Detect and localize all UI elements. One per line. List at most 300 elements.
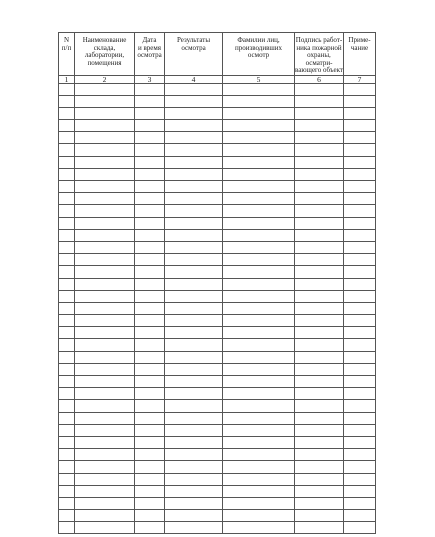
table-cell — [165, 83, 223, 95]
table-cell — [59, 315, 75, 327]
table-cell — [295, 144, 344, 156]
table-cell — [295, 436, 344, 448]
table-cell — [165, 217, 223, 229]
table-cell — [135, 522, 165, 534]
table-cell — [223, 485, 295, 497]
table-cell — [295, 449, 344, 461]
table-cell — [75, 229, 135, 241]
table-cell — [344, 510, 376, 522]
table-cell — [223, 205, 295, 217]
inspection-log-table — [58, 32, 376, 534]
table-cell — [165, 181, 223, 193]
table-row — [59, 144, 376, 156]
table-cell — [165, 400, 223, 412]
table-row — [59, 266, 376, 278]
table-cell — [295, 107, 344, 119]
table-cell — [295, 266, 344, 278]
table-cell — [135, 168, 165, 180]
table-cell — [344, 363, 376, 375]
table-cell — [165, 412, 223, 424]
table-cell — [59, 522, 75, 534]
table-cell — [75, 205, 135, 217]
table-cell — [344, 107, 376, 119]
table-cell — [59, 388, 75, 400]
table-cell — [75, 400, 135, 412]
table-cell — [59, 181, 75, 193]
table-cell — [59, 376, 75, 388]
table-row — [59, 363, 376, 375]
table-cell — [344, 485, 376, 497]
table-cell — [59, 193, 75, 205]
table-cell — [223, 95, 295, 107]
table-cell — [135, 461, 165, 473]
table-cell — [165, 473, 223, 485]
table-cell — [344, 436, 376, 448]
table-cell — [223, 144, 295, 156]
table-cell — [135, 254, 165, 266]
table-row — [59, 449, 376, 461]
table-row — [59, 485, 376, 497]
table-cell — [165, 449, 223, 461]
table-cell — [165, 436, 223, 448]
table-cell — [165, 461, 223, 473]
table-cell — [223, 327, 295, 339]
table-cell — [75, 436, 135, 448]
table-cell — [295, 351, 344, 363]
table-cell — [59, 485, 75, 497]
table-cell — [344, 229, 376, 241]
table-cell — [223, 193, 295, 205]
table-cell — [59, 217, 75, 229]
table-cell — [165, 485, 223, 497]
table-cell — [165, 522, 223, 534]
table-cell — [223, 363, 295, 375]
table-cell — [135, 132, 165, 144]
table-cell — [344, 241, 376, 253]
table-cell — [135, 436, 165, 448]
table-cell — [344, 266, 376, 278]
table-cell — [344, 412, 376, 424]
table-cell — [344, 351, 376, 363]
table-cell — [223, 449, 295, 461]
table-cell — [344, 278, 376, 290]
table-cell — [59, 363, 75, 375]
table-cell — [75, 144, 135, 156]
table-cell — [344, 449, 376, 461]
table-row — [59, 400, 376, 412]
table-row — [59, 95, 376, 107]
table-cell — [165, 229, 223, 241]
table-row — [59, 193, 376, 205]
table-row — [59, 424, 376, 436]
col-header-results: Результаты осмотра — [165, 33, 223, 76]
table-cell — [344, 193, 376, 205]
table-cell — [344, 156, 376, 168]
table-cell — [344, 461, 376, 473]
table-row — [59, 461, 376, 473]
table-cell — [165, 278, 223, 290]
table-cell — [223, 241, 295, 253]
table-cell — [75, 95, 135, 107]
table-cell — [135, 241, 165, 253]
table-cell — [59, 302, 75, 314]
table-cell — [135, 290, 165, 302]
table-cell — [59, 351, 75, 363]
table-cell — [223, 107, 295, 119]
table-cell — [223, 497, 295, 509]
table-cell — [223, 181, 295, 193]
table-cell — [344, 315, 376, 327]
table-row — [59, 302, 376, 314]
table-cell — [344, 254, 376, 266]
table-cell — [223, 254, 295, 266]
table-cell — [59, 266, 75, 278]
col-number: 3 — [135, 75, 165, 83]
table-row — [59, 315, 376, 327]
table-cell — [135, 315, 165, 327]
table-cell — [223, 315, 295, 327]
table-cell — [344, 327, 376, 339]
table-cell — [295, 168, 344, 180]
table-row — [59, 217, 376, 229]
table-cell — [59, 229, 75, 241]
table-cell — [75, 120, 135, 132]
table-cell — [135, 266, 165, 278]
table-row — [59, 497, 376, 509]
table-cell — [295, 205, 344, 217]
table-cell — [59, 461, 75, 473]
table-cell — [344, 168, 376, 180]
table-cell — [344, 376, 376, 388]
col-number: 6 — [295, 75, 344, 83]
table-cell — [135, 156, 165, 168]
table-cell — [75, 302, 135, 314]
table-cell — [165, 376, 223, 388]
table-cell — [135, 205, 165, 217]
table-row — [59, 83, 376, 95]
table-cell — [59, 339, 75, 351]
table-cell — [75, 327, 135, 339]
table-cell — [75, 363, 135, 375]
table-cell — [223, 424, 295, 436]
table-cell — [75, 254, 135, 266]
table-cell — [295, 473, 344, 485]
table-row — [59, 510, 376, 522]
table-cell — [59, 436, 75, 448]
table-cell — [295, 278, 344, 290]
table-cell — [135, 497, 165, 509]
table-cell — [75, 168, 135, 180]
table-cell — [165, 363, 223, 375]
table-cell — [59, 144, 75, 156]
table-cell — [135, 302, 165, 314]
table-cell — [223, 473, 295, 485]
table-cell — [59, 497, 75, 509]
table-cell — [135, 388, 165, 400]
table-cell — [295, 156, 344, 168]
blank-rows — [59, 83, 376, 534]
table-cell — [223, 278, 295, 290]
table-cell — [59, 510, 75, 522]
table-cell — [223, 132, 295, 144]
table-cell — [135, 351, 165, 363]
table-cell — [165, 339, 223, 351]
table-cell — [295, 339, 344, 351]
table-cell — [165, 120, 223, 132]
table-cell — [59, 120, 75, 132]
table-cell — [165, 95, 223, 107]
table-cell — [59, 449, 75, 461]
col-number: 7 — [344, 75, 376, 83]
table-cell — [344, 522, 376, 534]
table-cell — [135, 449, 165, 461]
table-cell — [165, 290, 223, 302]
table-cell — [75, 461, 135, 473]
table-cell — [75, 132, 135, 144]
table-cell — [75, 473, 135, 485]
table-cell — [295, 485, 344, 497]
table-cell — [295, 327, 344, 339]
table-cell — [165, 497, 223, 509]
table-cell — [135, 510, 165, 522]
table-cell — [75, 412, 135, 424]
table-cell — [75, 278, 135, 290]
table-cell — [135, 95, 165, 107]
table-cell — [295, 181, 344, 193]
table-cell — [223, 412, 295, 424]
table-cell — [59, 95, 75, 107]
table-cell — [223, 461, 295, 473]
col-number: 4 — [165, 75, 223, 83]
table-cell — [59, 168, 75, 180]
table-cell — [165, 266, 223, 278]
table-cell — [75, 241, 135, 253]
table-cell — [75, 510, 135, 522]
table-cell — [59, 241, 75, 253]
table-row — [59, 376, 376, 388]
table-row — [59, 107, 376, 119]
table-cell — [165, 327, 223, 339]
table-cell — [344, 388, 376, 400]
table-cell — [344, 205, 376, 217]
table-cell — [135, 473, 165, 485]
table-cell — [295, 363, 344, 375]
table-cell — [295, 497, 344, 509]
table-row — [59, 473, 376, 485]
column-number-row — [59, 75, 376, 83]
table-row — [59, 412, 376, 424]
table-cell — [75, 83, 135, 95]
table-cell — [135, 376, 165, 388]
table-cell — [75, 449, 135, 461]
table-cell — [75, 376, 135, 388]
table-cell — [75, 351, 135, 363]
table-cell — [75, 388, 135, 400]
table-row — [59, 327, 376, 339]
table-cell — [135, 120, 165, 132]
table-row — [59, 120, 376, 132]
table-cell — [59, 424, 75, 436]
table-cell — [135, 412, 165, 424]
table-cell — [223, 156, 295, 168]
table-cell — [135, 400, 165, 412]
table-row — [59, 241, 376, 253]
table-cell — [165, 424, 223, 436]
table-cell — [75, 107, 135, 119]
table-cell — [344, 120, 376, 132]
table-cell — [165, 107, 223, 119]
table-cell — [59, 278, 75, 290]
table-cell — [75, 217, 135, 229]
table-cell — [135, 363, 165, 375]
col-header-note: Приме- чание — [344, 33, 376, 76]
table-cell — [295, 376, 344, 388]
table-cell — [75, 156, 135, 168]
table-cell — [295, 132, 344, 144]
table-cell — [344, 290, 376, 302]
table-cell — [295, 193, 344, 205]
table-cell — [135, 144, 165, 156]
table-cell — [344, 473, 376, 485]
table-row — [59, 278, 376, 290]
col-header-datetime: Дата и время осмотра — [135, 33, 165, 76]
table-cell — [295, 388, 344, 400]
header-row — [59, 33, 376, 76]
table-cell — [135, 339, 165, 351]
table-row — [59, 254, 376, 266]
table-cell — [165, 205, 223, 217]
table-cell — [59, 156, 75, 168]
table-cell — [344, 144, 376, 156]
table-cell — [135, 424, 165, 436]
table-cell — [295, 522, 344, 534]
table-cell — [344, 217, 376, 229]
col-number: 1 — [59, 75, 75, 83]
table-cell — [344, 400, 376, 412]
table-cell — [223, 290, 295, 302]
table-cell — [223, 522, 295, 534]
table-cell — [59, 205, 75, 217]
table-cell — [295, 290, 344, 302]
table-row — [59, 388, 376, 400]
table-cell — [344, 83, 376, 95]
table-cell — [223, 83, 295, 95]
table-cell — [59, 400, 75, 412]
table-row — [59, 436, 376, 448]
col-header-number: N п/п — [59, 33, 75, 76]
table-row — [59, 351, 376, 363]
table-cell — [165, 168, 223, 180]
table-cell — [75, 522, 135, 534]
table-cell — [59, 107, 75, 119]
table-cell — [344, 339, 376, 351]
table-cell — [59, 327, 75, 339]
table-cell — [135, 181, 165, 193]
col-header-signature: Подпись работ- ника пожарной охраны, осматри- вающего объект — [295, 33, 344, 76]
table-cell — [295, 95, 344, 107]
table-cell — [165, 351, 223, 363]
table-cell — [223, 376, 295, 388]
table-cell — [165, 156, 223, 168]
table-cell — [165, 510, 223, 522]
table-cell — [295, 120, 344, 132]
table-cell — [223, 120, 295, 132]
table-cell — [75, 266, 135, 278]
table-row — [59, 229, 376, 241]
table-cell — [295, 83, 344, 95]
table-cell — [295, 400, 344, 412]
table-row — [59, 181, 376, 193]
table-cell — [59, 254, 75, 266]
table-row — [59, 156, 376, 168]
table-cell — [135, 278, 165, 290]
col-number: 2 — [75, 75, 135, 83]
table-cell — [295, 510, 344, 522]
table-cell — [165, 241, 223, 253]
table-cell — [165, 144, 223, 156]
col-header-location: Наименование склада, лаборатории, помещения — [75, 33, 135, 76]
col-header-inspectors: Фамилии лиц, производивших осмотр — [223, 33, 295, 76]
table-cell — [75, 485, 135, 497]
table-cell — [135, 107, 165, 119]
table-cell — [75, 339, 135, 351]
table-cell — [59, 83, 75, 95]
table-cell — [223, 436, 295, 448]
table-row — [59, 168, 376, 180]
table-cell — [344, 132, 376, 144]
table-cell — [344, 302, 376, 314]
table-cell — [59, 290, 75, 302]
table-cell — [165, 254, 223, 266]
table-cell — [135, 217, 165, 229]
table-cell — [135, 229, 165, 241]
table-row — [59, 522, 376, 534]
table-cell — [59, 473, 75, 485]
table-cell — [165, 302, 223, 314]
table-cell — [344, 424, 376, 436]
table-cell — [75, 193, 135, 205]
table-cell — [135, 485, 165, 497]
table-cell — [135, 83, 165, 95]
table-cell — [223, 266, 295, 278]
table-cell — [75, 290, 135, 302]
table-cell — [295, 461, 344, 473]
table-cell — [59, 132, 75, 144]
table-cell — [165, 388, 223, 400]
table-cell — [223, 351, 295, 363]
table-cell — [165, 315, 223, 327]
table-cell — [295, 424, 344, 436]
table-row — [59, 339, 376, 351]
table-cell — [344, 497, 376, 509]
table-cell — [75, 315, 135, 327]
table-cell — [223, 168, 295, 180]
table-cell — [295, 241, 344, 253]
col-number: 5 — [223, 75, 295, 83]
table-cell — [75, 497, 135, 509]
table-cell — [165, 193, 223, 205]
table-cell — [223, 400, 295, 412]
table-row — [59, 290, 376, 302]
table-cell — [223, 217, 295, 229]
table-cell — [295, 217, 344, 229]
table-row — [59, 132, 376, 144]
table-cell — [295, 254, 344, 266]
table-cell — [295, 412, 344, 424]
table-cell — [223, 302, 295, 314]
table-cell — [75, 424, 135, 436]
table-row — [59, 205, 376, 217]
